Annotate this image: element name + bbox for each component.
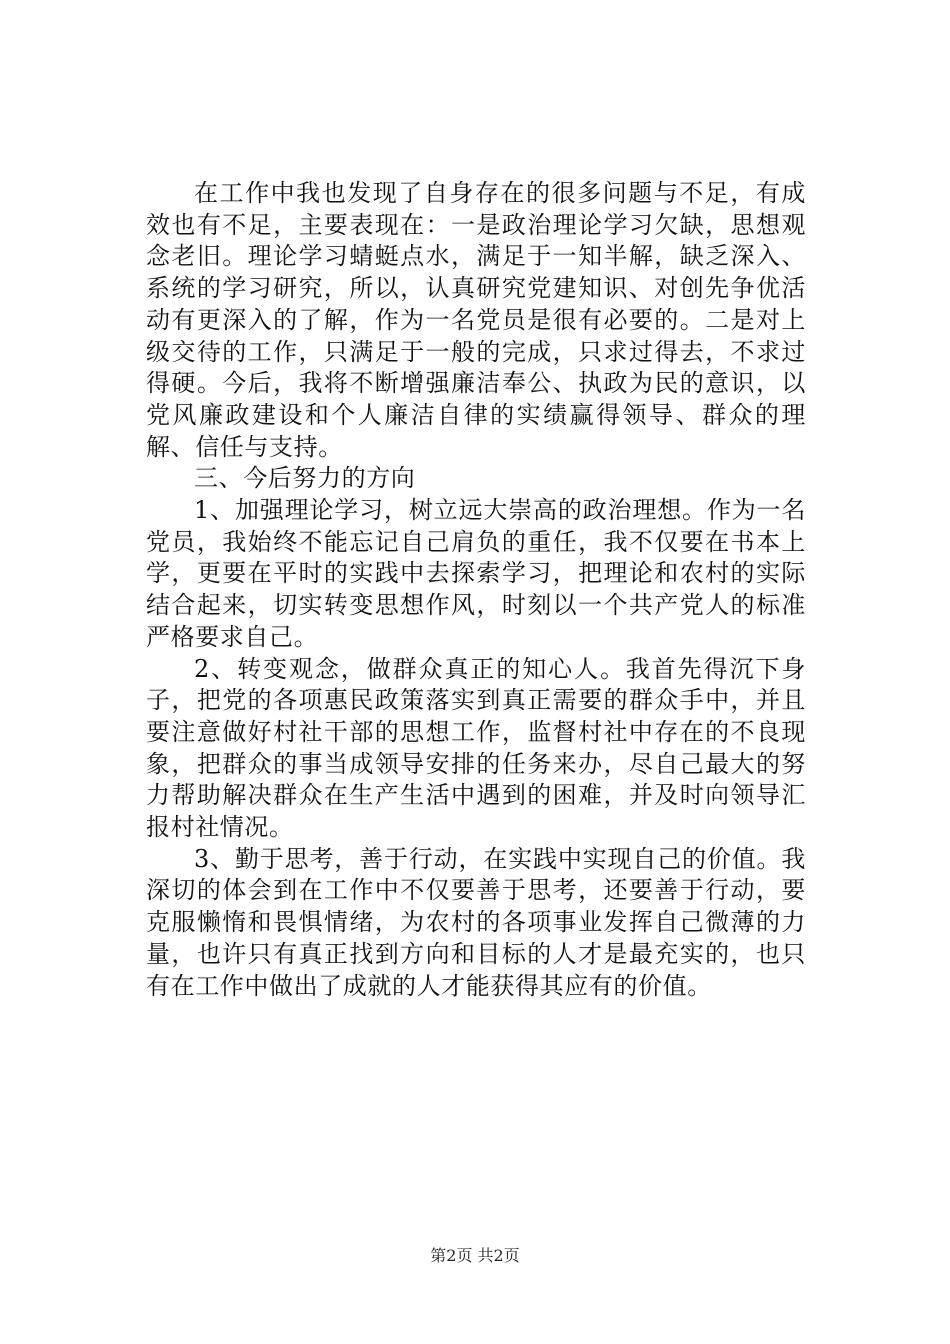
paragraph-point-1: 1、加强理论学习，树立远大崇高的政治理想。作为一名党员，我始终不能忘记自己肩负的重任，我不仅要在书本上学，更要在平时的实践中去探索学习，把理论和农村的实际结合起来，切实转变思想作风，时刻以一个共产党人的标准严格要求自己。 <box>146 496 806 651</box>
page-number-footer: 第2页 共2页 <box>430 1246 520 1265</box>
section-heading-future-direction: 三、今后努力的方向 <box>194 464 416 493</box>
paragraph-problems: 在工作中我也发现了自身存在的很多问题与不足，有成效也有不足，主要表现在：一是政治理论学习欠缺，思想观念老旧。理论学习蜻蜓点水，满足于一知半解，缺乏深入、系统的学习研究，所以，认真研究党建知识、对创先争优活动有更深入的了解，作为一名党员是很有必要的。二是对上级交待的工作，只满足于一般的完成，只求过得去，不求过得硬。今后，我将不断增强廉洁奉公、执政为民的意识，以党风廉政建设和个人廉洁自律的实绩赢得领导、群众的理解、信任与支持。 <box>146 179 806 461</box>
paragraph-point-3: 3、勤于思考，善于行动，在实践中实现自己的价值。我深切的体会到在工作中不仅要善于思考，还要善于行动，要克服懒惰和畏惧情绪，为农村的各项事业发挥自己微薄的力量，也许只有真正找到方向和目标的人才是最充实的，也只有在工作中做出了成就的人才能获得其应有的价值。 <box>146 844 806 1000</box>
paragraph-point-2: 2、转变观念，做群众真正的知心人。我首先得沉下身子，把党的各项惠民政策落实到真正需要的群众手中，并且要注意做好村社干部的思想工作，监督村社中存在的不良现象，把群众的事当成领导安排的任务来办，尽自己最大的努力帮助解决群众在生产生活中遇到的困难，并及时向领导汇报村社情况。 <box>146 654 806 842</box>
document-body <box>146 178 806 1002</box>
